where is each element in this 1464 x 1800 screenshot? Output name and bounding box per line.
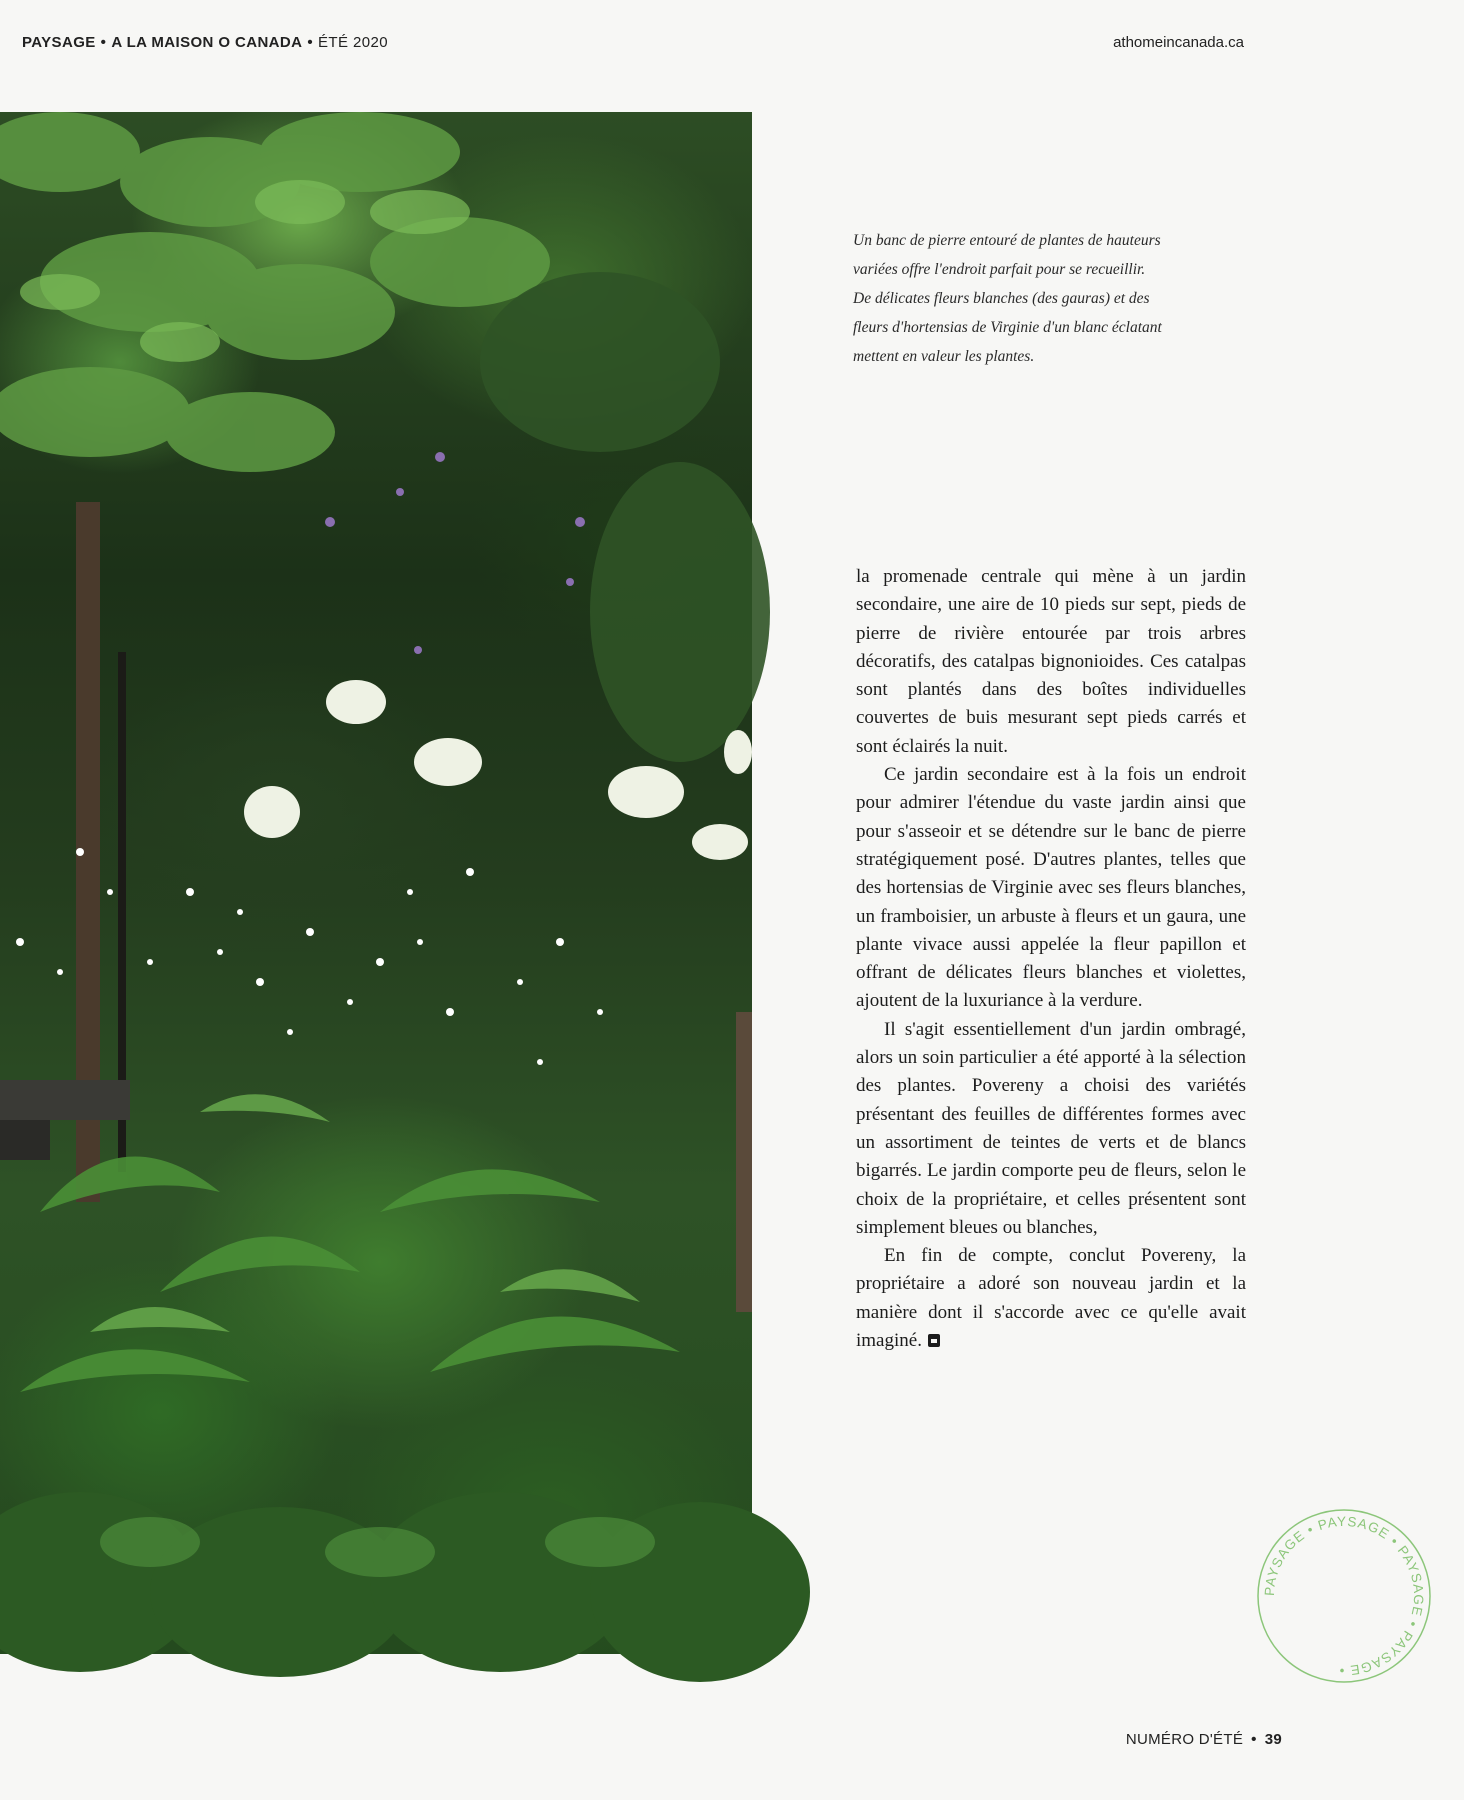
caption-line: Un banc de pierre entouré de plantes de hauteurs — [853, 232, 1161, 249]
article-paragraph: la promenade centrale qui mène à un jardin secondaire, une aire de 10 pieds sur sept, pieds de pierre de rivière entourée par trois arbres décoratifs, des catalpas bignonioides. Ces catalpas sont plantés dans des boîtes individuelles couvertes de buis mesurant sept pieds carrés et sont éclairés la nuit. — [856, 566, 1246, 757]
caption-line: mettent en valeur les plantes. — [853, 348, 1035, 365]
article-paragraph-last — [856, 1242, 1246, 1355]
caption-line: De délicates fleurs blanches (des gauras) et des — [853, 290, 1150, 307]
issue-footer-label: NUMÉRO D'ÉTÉ — [1125, 1731, 1244, 1748]
section-label: PAYSAGE — [22, 34, 96, 51]
paysage-badge-ring — [1224, 1476, 1464, 1716]
caption-line: fleurs d'hortensias de Virginie d'un blanc éclatant — [853, 319, 1162, 336]
article-paragraph: Il s'agit essentiellement d'un jardin ombragé, alors un soin particulier a été apporté à la sélection des plantes. Povereny a choisi des variétés présentant des feuilles de différentes formes avec un assortiment de teintes de verts et de blancs bigarrés. Le jardin comporte peu de fleurs, selon le choix de la propriétaire, et celles présentent sont simplement bleues ou blanches, — [856, 1018, 1246, 1238]
page-footer: NUMÉRO D'ÉTÉ • 39 — [1125, 1731, 1282, 1748]
website-url: athomeincanada.ca — [1113, 34, 1244, 51]
running-header: PAYSAGE • A LA MAISON O CANADA • ÉTÉ 2020 — [22, 34, 388, 51]
article-body — [856, 563, 1246, 1355]
svg-text:PAYSAGE • PAYSAGE • PAYSAGE • — [1262, 1514, 1426, 1678]
article-paragraph: Ce jardin secondaire est à la fois un endroit pour admirer l'étendue du vaste jardin ainsi que pour s'asseoir et se détendre sur le banc de pierre stratégiquement posé. D'autres plantes, telles que des hortensias de Virginie avec ses fleurs blanches, un framboisier, un arbuste à fleurs et un gaura, une plante vivace aussi appelée la fleur papillon et offrant de délicates fleurs blanches et violettes, ajoutent de la luxuriance à la verdure. — [856, 764, 1246, 1012]
paysage-badge — [1224, 1476, 1427, 1679]
garden-photo-illustration — [0, 112, 752, 1654]
garden-photo — [0, 112, 752, 1654]
magazine-name: A LA MAISON O CANADA — [111, 34, 303, 51]
page-number: 39 — [1264, 1731, 1282, 1748]
photo-caption — [853, 226, 1193, 371]
caption-line: variées offre l'endroit parfait pour se recueillir. — [853, 261, 1146, 278]
article-paragraph: En fin de compte, conclut Povereny, la propriétaire a adoré son nouveau jardin et la manière dont il s'accorde avec ce qu'elle avait imaginé. — [856, 1245, 1246, 1352]
house-icon — [928, 1334, 940, 1347]
issue-label: ÉTÉ 2020 — [318, 34, 388, 51]
badge-text: PAYSAGE • PAYSAGE • PAYSAGE • PAYSAGE • — [1261, 1513, 1427, 1679]
